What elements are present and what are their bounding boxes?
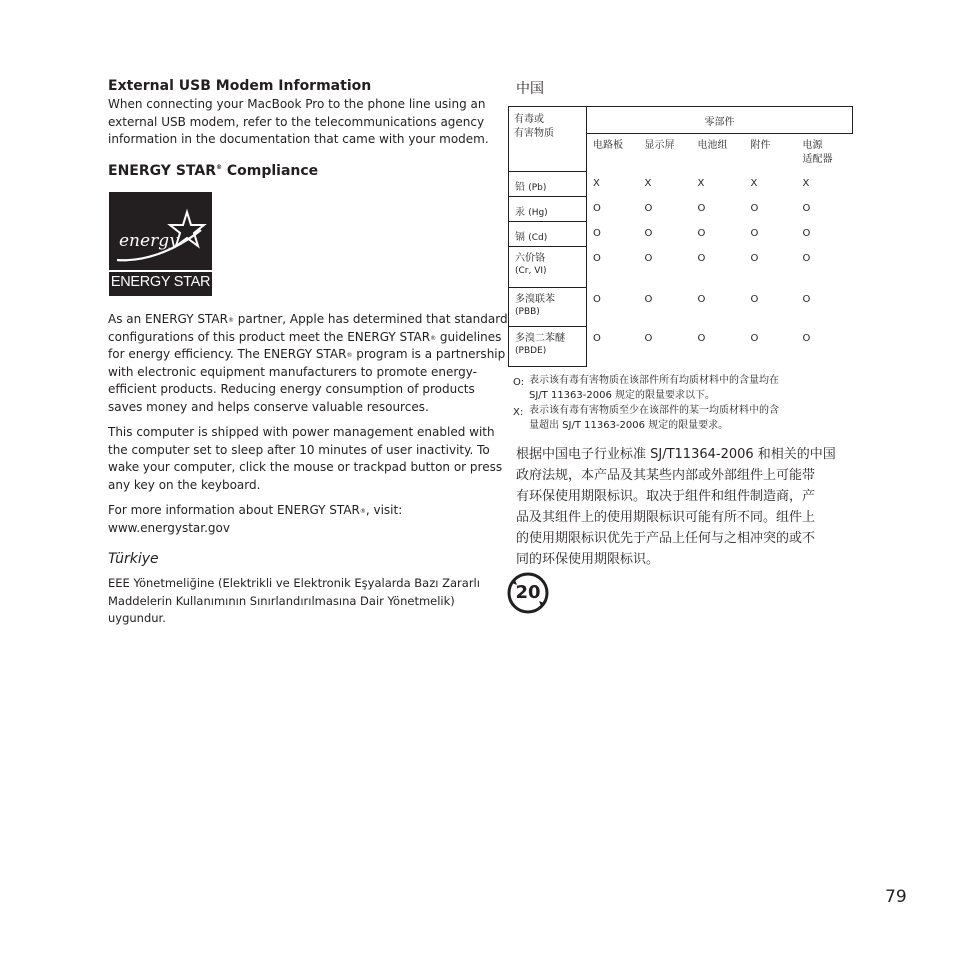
energy-paragraph-1	[108, 311, 508, 416]
energy-line: for energy efficiency. The ENERGY STAR® program is a partnership	[108, 347, 506, 361]
table-corner-cell: 有毒或 有害物质	[509, 107, 587, 172]
china-line: 品及其组件上的使用期限标识可能有所不同。组件上	[516, 510, 816, 525]
energy-line: As an ENERGY STAR® partner, Apple has determined that standard	[108, 312, 508, 326]
note-o: O: 表示该有毒有害物质在该部件所有均质材料中的含量均在 SJ/T 11363-2006 规定的限量要求以下。	[513, 375, 779, 401]
substance-cell: 镉 (Cd)	[509, 222, 587, 247]
substance-cell: 铅 (Pb)	[509, 172, 587, 197]
table-column-header: 电源 适配器	[802, 140, 833, 165]
table-cell: O	[593, 252, 601, 264]
modem-line: external USB modem, refer to the telecommunications agency	[108, 114, 485, 129]
table-cell: O	[593, 227, 601, 239]
table-cell: O	[750, 293, 759, 305]
turkiye-paragraph	[108, 575, 480, 628]
modem-paragraph	[108, 96, 489, 149]
table-cell: O	[750, 332, 759, 344]
energy-paragraph-2	[108, 424, 502, 494]
energy-line: with electronic equipment manufacturers to promote energy-	[108, 364, 477, 379]
table-cell: O	[802, 293, 811, 305]
table-cell: X	[750, 177, 758, 189]
table-cell: O	[644, 293, 653, 305]
table-column-header: 附件	[750, 140, 771, 151]
energy-line: This computer is shipped with power management enabled with	[108, 425, 495, 439]
table-cell: O	[750, 252, 759, 264]
substance-cell: 汞 (Hg)	[509, 197, 587, 222]
energy-heading: ENERGY STAR® Compliance	[108, 163, 319, 179]
turkiye-line: uygundur.	[108, 611, 166, 625]
table-cell: O	[593, 293, 601, 305]
turkiye-line: EEE Yönetmeliğine (Elektrikli ve Elektronik Eşyalarda Bazı Zararlı	[108, 576, 480, 590]
table-cell: O	[697, 202, 706, 214]
table-cell: O	[644, 227, 653, 239]
energy-paragraph-3	[108, 502, 402, 537]
energy-star-logo	[109, 192, 212, 296]
china-line: 政府法规，本产品及其某些内部或外部组件上可能带	[516, 468, 816, 483]
table-column-header: 电池组	[697, 140, 728, 151]
table-cell: X	[697, 177, 705, 189]
table-cell: O	[802, 252, 811, 264]
energy-line: the computer set to sleep after 10 minutes of user inactivity. To	[108, 442, 490, 457]
table-parts-header: 零部件	[587, 107, 853, 134]
table-cell: O	[593, 202, 601, 214]
china-paragraph	[516, 444, 836, 570]
substance-cell: 多溴联苯 (PBB)	[509, 288, 587, 327]
turkiye-heading: Türkiye	[108, 551, 159, 567]
china-line: 有环保使用期限标识。取决于组件和组件制造商，产	[516, 489, 816, 504]
table-cell: O	[802, 227, 811, 239]
modem-heading: External USB Modem Information	[108, 78, 372, 94]
table-cell: O	[750, 227, 759, 239]
table-cell: O	[697, 293, 706, 305]
page-number: 79	[885, 887, 907, 907]
china-heading: 中国	[516, 81, 544, 97]
table-cell: X	[644, 177, 652, 189]
energy-line: configurations of this product meet the ENERGY STAR® guidelines	[108, 329, 502, 344]
modem-line: information in the documentation that came with your modem.	[108, 132, 489, 146]
energy-line: any key on the keyboard.	[108, 477, 261, 492]
energy-line: wake your computer, click the mouse or trackpad button or press	[108, 460, 503, 474]
china-line: 的使用期限标识优先于产品上任何与之相冲突的或不	[516, 531, 816, 546]
hazardous-substances-table	[508, 106, 853, 367]
table-cell: O	[644, 332, 653, 344]
table-cell: O	[644, 202, 653, 214]
modem-line: When connecting your MacBook Pro to the phone line using an	[108, 97, 486, 111]
table-cell: O	[697, 332, 706, 344]
table-cell: O	[644, 252, 653, 264]
china-line: 同的环保使用期限标识。	[516, 552, 660, 567]
energy-star-link[interactable]: www.energystar.gov	[108, 520, 230, 535]
china-line: 根据中国电子行业标准 SJ/T11364-2006 和相关的中国	[516, 447, 836, 462]
table-column-header: 显示屏	[644, 140, 675, 151]
energy-line: saves money and helps conserve valuable resources.	[108, 399, 429, 414]
table-cell: O	[750, 202, 759, 214]
table-cell: X	[802, 177, 810, 189]
table-cell: O	[697, 227, 706, 239]
table-cell: O	[802, 202, 811, 214]
substance-cell: 六价铬 (Cr, VI)	[509, 247, 587, 288]
energy-star-logo-text: ENERGY STAR	[110, 274, 211, 290]
table-cell: O	[802, 332, 811, 344]
table-column-header: 电路板	[593, 140, 623, 151]
energy-line: efficient products. Reducing energy consumption of products	[108, 382, 475, 396]
table-cell: O	[697, 252, 706, 264]
energy-line: For more information about ENERGY STAR®, visit:	[108, 503, 403, 517]
epup-number: 20	[515, 582, 541, 603]
energy-star-mark-icon	[113, 202, 209, 266]
table-cell: X	[593, 177, 600, 189]
table-cell: O	[593, 332, 601, 344]
turkiye-line: Maddelerin Kullanımının Sınırlandırılmasına Dair Yönetmelik)	[108, 593, 455, 608]
note-x: X: 表示该有毒有害物质至少在该部件的某一均质材料中的含 量超出 SJ/T 11363-2006 规定的限量要求。	[513, 405, 779, 431]
substance-cell: 多溴二苯醚 (PBDE)	[509, 327, 587, 367]
energy-script-text: energy	[119, 231, 179, 251]
epup-20-logo	[506, 571, 550, 615]
